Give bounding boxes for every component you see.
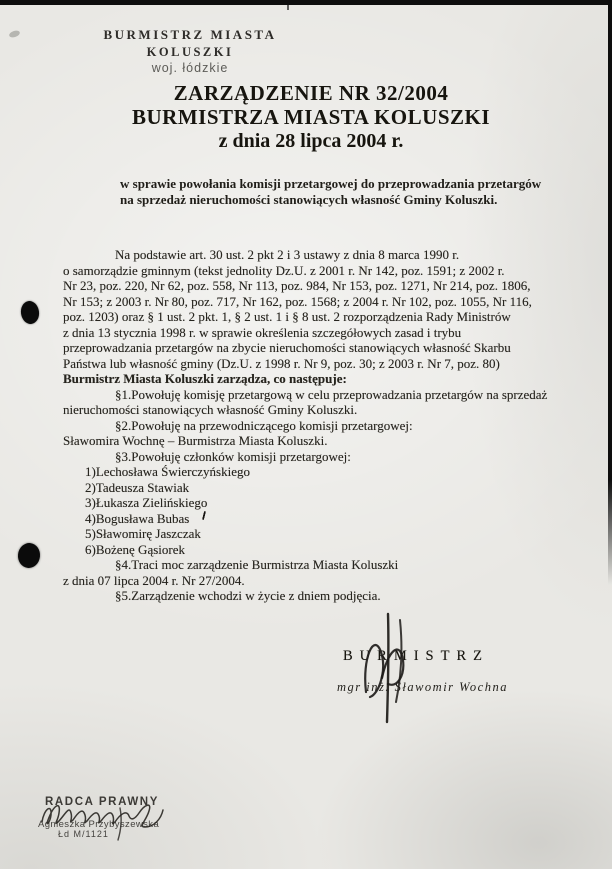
document-title (0, 81, 612, 153)
document-body (63, 247, 603, 604)
commission-member-item: 1)Lechosława Świerczyńskiego (85, 464, 250, 479)
body-decree-clause: Burmistrz Miasta Koluszki zarządza, co następuje: (63, 371, 347, 386)
title-issuer: BURMISTRZA MIASTA KOLUSZKI (131, 105, 491, 129)
section-2-line: Sławomira Wochnę – Burmistrza Miasta Koluszki. (63, 433, 328, 448)
hole-punch-mark-upper (19, 300, 40, 325)
body-line: Państwa lub własność gminy (Dz.U. z 1998 r. Nr 9, poz. 30; z 2003 r. Nr 7, poz. 80) (63, 355, 500, 371)
body-line: Nr 153; z 2003 r. Nr 80, poz. 717, Nr 162, poz. 1568; z 2004 r. Nr 102, poz. 1055, Nr 116, (63, 293, 532, 309)
scan-edge-top (0, 0, 612, 5)
subject-line-2: na sprzedaż nieruchomości stanowiących własność Gminy Koluszki. (120, 191, 498, 207)
stamp-city-name: KOLUSZKI (146, 45, 234, 59)
hole-punch-mark-lower (17, 542, 41, 569)
body-line: poz. 1203) oraz § 1 ust. 2 pkt. 1, § 2 ust. 1 i § 8 ust. 2 rozporządzenia Rady Ministrów (63, 309, 511, 324)
section-5-line: §5.Zarządzenie wchodzi w życie z dniem podjęcia. (115, 588, 381, 603)
body-line: z dnia 13 stycznia 1998 r. w sprawie określenia szczegółowych zasad i trybu (63, 324, 462, 340)
signature-role-label: BURMISTRZ (343, 648, 489, 664)
stamp-voivodeship: woj. łódzkie (151, 61, 229, 75)
section-2-line: §2.Powołuję na przewodniczącego komisji przetargowej: (115, 417, 413, 433)
scan-artifact-nick (287, 5, 289, 10)
section-4-line: §4.Traci moc zarządzenie Burmistrza Miasta Koluszki (115, 557, 399, 572)
header-office-stamp (90, 27, 290, 75)
commission-member-item: 2)Tadeusza Stawiak (85, 479, 190, 495)
commission-member-item: 4)Bogusława Bubas (85, 510, 190, 526)
body-line: o samorządzie gminnym (tekst jednolity Dz.U. z 2001 r. Nr 142, poz. 1591; z 2002 r. (63, 262, 505, 278)
title-date: z dnia 28 lipca 2004 r. (218, 130, 404, 152)
section-3-line: §3.Powołuję członków komisji przetargowej: (115, 448, 351, 464)
body-line: Na podstawie art. 30 ust. 2 pkt 2 i 3 ustawy z dnia 8 marca 1990 r. (115, 247, 460, 262)
document-subject (120, 176, 590, 207)
legal-counsel-license-number: Łd M/1121 (58, 829, 109, 839)
stamp-office-name: BURMISTRZ MIASTA (103, 27, 277, 42)
section-1-line: §1.Powołuję komisję przetargową w celu przeprowadzania przetargów na sprzedaż (115, 386, 548, 402)
commission-member-item: 3)Łukasza Zielińskiego (85, 495, 208, 510)
title-ordinance-number: ZARZĄDZENIE NR 32/2004 (173, 81, 449, 105)
body-line: Nr 23, poz. 220, Nr 62, poz. 558, Nr 113, poz. 984, Nr 153, poz. 1271, Nr 214, poz. 1806, (63, 278, 531, 293)
subject-line-1: w sprawie powołania komisji przetargowej do przeprowadzania przetargów (120, 176, 542, 191)
mayor-handwritten-signature (338, 606, 468, 728)
section-4-line: z dnia 07 lipca 2004 r. Nr 27/2004. (63, 572, 245, 588)
signature-name-label: mgr inż. Sławomir Wochna (337, 680, 508, 694)
body-line: przeprowadzania przetargów na zbycie nieruchomości stanowiących własność Skarbu (63, 340, 511, 355)
commission-member-item: 5)Sławomirę Jaszczak (85, 526, 201, 541)
commission-member-item: 6)Bożenę Gąsiorek (85, 541, 185, 557)
legal-counsel-handwritten-signature (34, 796, 176, 842)
section-1-line: nieruchomości stanowiących własność Gminy Koluszki. (63, 402, 358, 417)
legal-counsel-name: Agnieszka Przybyszewska (38, 819, 160, 830)
scan-smudge-mark (8, 29, 20, 38)
legal-counsel-stamp-title: RADCA PRAWNY (45, 796, 159, 808)
